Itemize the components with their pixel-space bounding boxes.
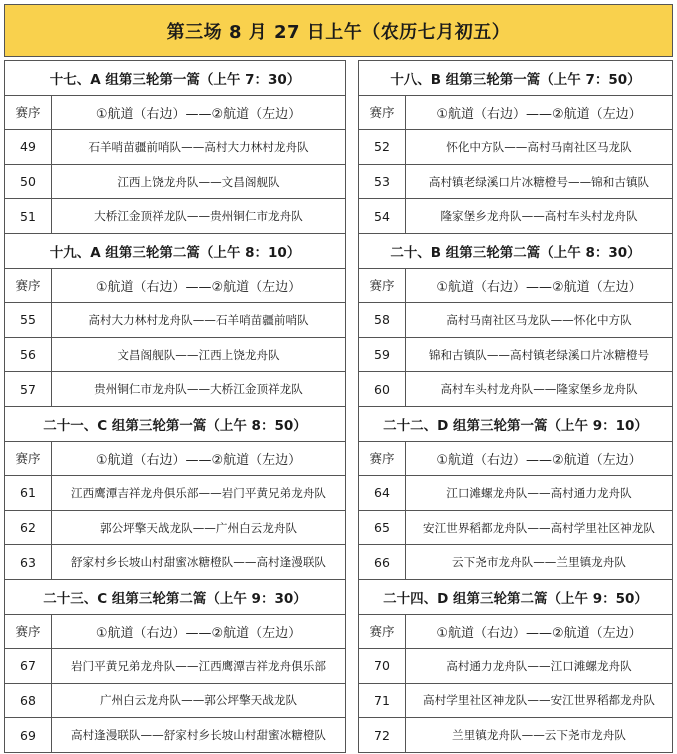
lane-header-row — [5, 95, 346, 130]
round-header: 十七、A 组第三轮第一篙（上午 7：30） — [5, 61, 346, 96]
race-matchup: 隆家堡乡龙舟队——高村车头村龙舟队 — [406, 199, 673, 234]
round-header-row — [359, 406, 673, 441]
table-row — [5, 130, 346, 165]
round-header: 二十三、C 组第三轮第二篙（上午 9：30） — [5, 579, 346, 614]
race-number: 63 — [5, 545, 52, 580]
seq-label: 赛序 — [5, 441, 52, 476]
round-header-row — [359, 61, 673, 96]
race-number: 70 — [359, 649, 406, 684]
lanes-label: ①航道（右边）——②航道（左边） — [406, 268, 673, 303]
race-matchup: 高村马南社区马龙队——怀化中方队 — [406, 303, 673, 338]
race-number: 53 — [359, 164, 406, 199]
race-matchup: 安江世界稻都龙舟队——高村学里社区神龙队 — [406, 510, 673, 545]
table-row — [5, 164, 346, 199]
race-number: 54 — [359, 199, 406, 234]
race-matchup: 高村镇老绿溪口片冰糖橙号——锦和古镇队 — [406, 164, 673, 199]
table-row — [359, 476, 673, 511]
round-header-row — [5, 406, 346, 441]
race-matchup: 岩门平黄兄弟龙舟队——江西鹰潭吉祥龙舟俱乐部 — [52, 649, 346, 684]
table-row — [5, 718, 346, 753]
race-number: 51 — [5, 199, 52, 234]
table-row — [5, 337, 346, 372]
lane-header-row — [359, 268, 673, 303]
lanes-label: ①航道（右边）——②航道（左边） — [406, 441, 673, 476]
table-row — [359, 303, 673, 338]
seq-label: 赛序 — [5, 614, 52, 649]
seq-label: 赛序 — [5, 268, 52, 303]
race-number: 62 — [5, 510, 52, 545]
race-matchup: 高村逢漫联队——舒家村乡长坡山村甜蜜冰糖橙队 — [52, 718, 346, 753]
lane-header-row — [359, 441, 673, 476]
race-number: 65 — [359, 510, 406, 545]
table-row — [359, 683, 673, 718]
race-matchup: 郭公坪擎天战龙队——广州白云龙舟队 — [52, 510, 346, 545]
race-number: 69 — [5, 718, 52, 753]
left-schedule-column — [4, 60, 346, 753]
table-row — [359, 545, 673, 580]
seq-label: 赛序 — [5, 95, 52, 130]
table-row — [359, 199, 673, 234]
race-number: 57 — [5, 372, 52, 407]
right-schedule-column — [358, 60, 673, 753]
race-matchup: 舒家村乡长坡山村甜蜜冰糖橙队——高村逢漫联队 — [52, 545, 346, 580]
race-matchup: 高村大力林村龙舟队——石羊哨苗疆前哨队 — [52, 303, 346, 338]
race-matchup: 锦和古镇队——高村镇老绿溪口片冰糖橙号 — [406, 337, 673, 372]
race-matchup: 文昌阁舰队——江西上饶龙舟队 — [52, 337, 346, 372]
seq-label: 赛序 — [359, 268, 406, 303]
seq-label: 赛序 — [359, 95, 406, 130]
race-matchup: 广州白云龙舟队——郭公坪擎天战龙队 — [52, 683, 346, 718]
table-row — [5, 683, 346, 718]
race-matchup: 云下尧市龙舟队——兰里镇龙舟队 — [406, 545, 673, 580]
page-title: 第三场 8 月 27 日上午（农历七月初五） — [4, 4, 673, 57]
race-number: 61 — [5, 476, 52, 511]
race-number: 72 — [359, 718, 406, 753]
table-row — [5, 476, 346, 511]
lane-header-row — [359, 614, 673, 649]
lanes-label: ①航道（右边）——②航道（左边） — [52, 268, 346, 303]
race-matchup: 江西上饶龙舟队——文昌阁舰队 — [52, 164, 346, 199]
race-number: 52 — [359, 130, 406, 165]
table-row — [5, 199, 346, 234]
race-number: 50 — [5, 164, 52, 199]
round-header-row — [5, 61, 346, 96]
round-header-row — [359, 233, 673, 268]
lanes-label: ①航道（右边）——②航道（左边） — [406, 614, 673, 649]
race-number: 58 — [359, 303, 406, 338]
round-header: 二十一、C 组第三轮第一篙（上午 8：50） — [5, 406, 346, 441]
lane-header-row — [5, 268, 346, 303]
race-matchup: 大桥江金顶祥龙队——贵州铜仁市龙舟队 — [52, 199, 346, 234]
race-matchup: 高村学里社区神龙队——安江世界稻都龙舟队 — [406, 683, 673, 718]
seq-label: 赛序 — [359, 441, 406, 476]
lanes-label: ①航道（右边）——②航道（左边） — [52, 614, 346, 649]
lane-header-row — [359, 95, 673, 130]
race-number: 66 — [359, 545, 406, 580]
round-header-row — [5, 233, 346, 268]
race-matchup: 贵州铜仁市龙舟队——大桥江金顶祥龙队 — [52, 372, 346, 407]
race-matchup: 怀化中方队——高村马南社区马龙队 — [406, 130, 673, 165]
lane-header-row — [5, 441, 346, 476]
table-row — [359, 130, 673, 165]
race-number: 68 — [5, 683, 52, 718]
race-matchup: 高村通力龙舟队——江口滩螺龙舟队 — [406, 649, 673, 684]
race-number: 55 — [5, 303, 52, 338]
table-row — [359, 718, 673, 753]
lane-header-row — [5, 614, 346, 649]
race-matchup: 石羊哨苗疆前哨队——高村大力林村龙舟队 — [52, 130, 346, 165]
left-schedule-table — [4, 60, 346, 753]
round-header: 二十四、D 组第三轮第二篙（上午 9：50） — [359, 579, 673, 614]
race-matchup: 兰里镇龙舟队——云下尧市龙舟队 — [406, 718, 673, 753]
race-number: 59 — [359, 337, 406, 372]
race-number: 64 — [359, 476, 406, 511]
round-header-row — [359, 579, 673, 614]
table-row — [5, 649, 346, 684]
table-row — [359, 649, 673, 684]
race-matchup: 江口滩螺龙舟队——高村通力龙舟队 — [406, 476, 673, 511]
race-number: 71 — [359, 683, 406, 718]
table-row — [359, 372, 673, 407]
table-row — [5, 372, 346, 407]
race-number: 49 — [5, 130, 52, 165]
right-schedule-table — [358, 60, 673, 753]
table-row — [359, 164, 673, 199]
table-row — [5, 303, 346, 338]
race-matchup: 江西鹰潭吉祥龙舟俱乐部——岩门平黄兄弟龙舟队 — [52, 476, 346, 511]
round-header: 二十二、D 组第三轮第一篙（上午 9：10） — [359, 406, 673, 441]
round-header: 十八、B 组第三轮第一篙（上午 7：50） — [359, 61, 673, 96]
table-row — [5, 545, 346, 580]
round-header: 二十、B 组第三轮第二篙（上午 8：30） — [359, 233, 673, 268]
table-row — [359, 337, 673, 372]
round-header-row — [5, 579, 346, 614]
race-number: 60 — [359, 372, 406, 407]
seq-label: 赛序 — [359, 614, 406, 649]
lanes-label: ①航道（右边）——②航道（左边） — [52, 95, 346, 130]
race-number: 56 — [5, 337, 52, 372]
round-header: 十九、A 组第三轮第二篙（上午 8：10） — [5, 233, 346, 268]
table-row — [359, 510, 673, 545]
table-row — [5, 510, 346, 545]
race-number: 67 — [5, 649, 52, 684]
lanes-label: ①航道（右边）——②航道（左边） — [52, 441, 346, 476]
lanes-label: ①航道（右边）——②航道（左边） — [406, 95, 673, 130]
race-matchup: 高村车头村龙舟队——隆家堡乡龙舟队 — [406, 372, 673, 407]
